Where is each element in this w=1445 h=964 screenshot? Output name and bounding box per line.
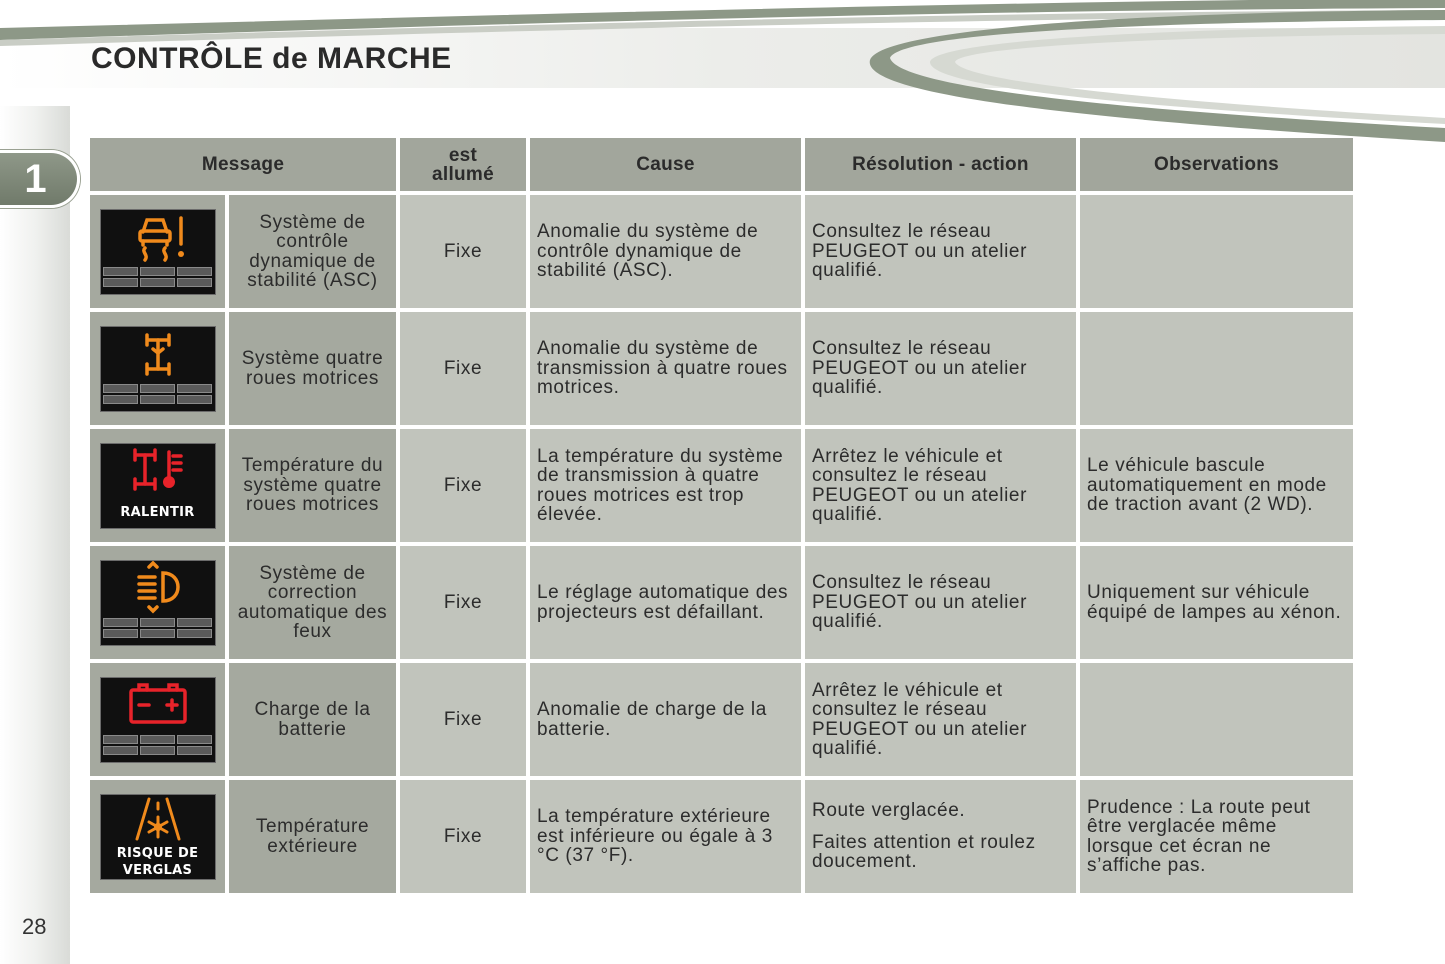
observations-cell: Prudence : La route peut être verglacée même lorsque cet écran ne s’affiche pas. bbox=[1080, 780, 1353, 893]
observations-cell bbox=[1080, 195, 1353, 308]
resolution-cell: Consultez le réseau PEUGEOT ou un atelier qualifié. bbox=[805, 546, 1076, 659]
side-strip bbox=[0, 106, 70, 964]
headlamp-levelling-icon bbox=[101, 561, 215, 621]
header-lit-line2: allumé bbox=[432, 163, 494, 185]
display-screen bbox=[100, 794, 216, 880]
screen-menu-bar bbox=[103, 267, 213, 291]
resolution-line-2: Faites attention et roulez doucement. bbox=[812, 831, 1036, 873]
screen-menu-bar bbox=[103, 735, 213, 759]
cause-cell: La température extérieure est inférieure ou égale à 3 °C (37 °F). bbox=[530, 780, 801, 893]
display-screen bbox=[100, 560, 216, 646]
resolution-line-1: Route verglacée. bbox=[812, 800, 966, 822]
header-lit bbox=[400, 138, 526, 191]
four-wheel-drive-icon bbox=[101, 327, 215, 387]
four-wheel-drive-temperature-icon bbox=[101, 444, 215, 504]
screen-text-verglas: VERGLAS bbox=[122, 862, 193, 878]
observations-cell: Uniquement sur véhicule équipé de lampes au xénon. bbox=[1080, 546, 1353, 659]
resolution-cell: Arrêtez le véhicule et consultez le réseau PEUGEOT ou un atelier qualifié. bbox=[805, 663, 1076, 776]
header-resolution: Résolution - action bbox=[805, 138, 1076, 191]
resolution-cell: Consultez le réseau PEUGEOT ou un atelier qualifié. bbox=[805, 195, 1076, 308]
display-screen bbox=[100, 443, 216, 529]
table-row bbox=[90, 546, 1353, 659]
stability-control-warning-icon bbox=[101, 210, 215, 270]
observations-cell bbox=[1080, 312, 1353, 425]
lit-cell: Fixe bbox=[400, 195, 526, 308]
display-screen bbox=[100, 209, 216, 295]
message-cell: Système quatre roues motrices bbox=[229, 312, 396, 425]
lit-cell: Fixe bbox=[400, 312, 526, 425]
screen-menu-bar bbox=[103, 618, 213, 642]
table-row bbox=[90, 663, 1353, 776]
icon-cell bbox=[90, 312, 225, 425]
observations-cell: Le véhicule bascule automatiquement en mode de traction avant (2 WD). bbox=[1080, 429, 1353, 542]
header-lit-line1: est bbox=[448, 144, 478, 166]
table-row bbox=[90, 312, 1353, 425]
icon-cell bbox=[90, 546, 225, 659]
display-screen bbox=[100, 326, 216, 412]
page-number: 28 bbox=[22, 914, 47, 939]
icon-cell bbox=[90, 429, 225, 542]
warning-lights-table bbox=[86, 134, 1357, 897]
lit-cell: Fixe bbox=[400, 663, 526, 776]
icon-cell bbox=[90, 663, 225, 776]
resolution-cell: Consultez le réseau PEUGEOT ou un atelier qualifié. bbox=[805, 312, 1076, 425]
message-cell: Système de contrôle dynamique de stabilité (ASC) bbox=[229, 195, 396, 308]
chapter-tab: 1 bbox=[0, 150, 80, 208]
observations-cell bbox=[1080, 663, 1353, 776]
message-cell: Température extérieure bbox=[229, 780, 396, 893]
cause-cell: Le réglage automatique des projecteurs est défaillant. bbox=[530, 546, 801, 659]
screen-menu-bar bbox=[103, 384, 213, 408]
header-observations: Observations bbox=[1080, 138, 1353, 191]
lit-cell: Fixe bbox=[400, 546, 526, 659]
cause-cell: Anomalie du système de contrôle dynamique de stabilité (ASC). bbox=[530, 195, 801, 308]
screen-text-ralentir: RALENTIR bbox=[120, 504, 195, 520]
header-message: Message bbox=[90, 138, 396, 191]
screen-text-risque: RISQUE DE bbox=[116, 845, 199, 861]
cause-cell: Anomalie du système de transmission à quatre roues motrices. bbox=[530, 312, 801, 425]
message-cell: Charge de la batterie bbox=[229, 663, 396, 776]
resolution-cell bbox=[805, 780, 1076, 893]
message-cell: Système de correction automatique des feux bbox=[229, 546, 396, 659]
lit-cell: Fixe bbox=[400, 429, 526, 542]
cause-cell: La température du système de transmission à quatre roues motrices est trop élevée. bbox=[530, 429, 801, 542]
display-screen bbox=[100, 677, 216, 763]
table-row bbox=[90, 780, 1353, 893]
icon-cell bbox=[90, 195, 225, 308]
table-header-row bbox=[90, 138, 1353, 191]
resolution-cell: Arrêtez le véhicule et consultez le réseau PEUGEOT ou un atelier qualifié. bbox=[805, 429, 1076, 542]
page-title: CONTRÔLE de MARCHE bbox=[91, 42, 452, 75]
lit-cell: Fixe bbox=[400, 780, 526, 893]
table-row bbox=[90, 195, 1353, 308]
cause-cell: Anomalie de charge de la batterie. bbox=[530, 663, 801, 776]
header-cause: Cause bbox=[530, 138, 801, 191]
icon-cell bbox=[90, 780, 225, 893]
table-row bbox=[90, 429, 1353, 542]
battery-icon bbox=[101, 678, 215, 738]
message-cell: Température du système quatre roues motrices bbox=[229, 429, 396, 542]
